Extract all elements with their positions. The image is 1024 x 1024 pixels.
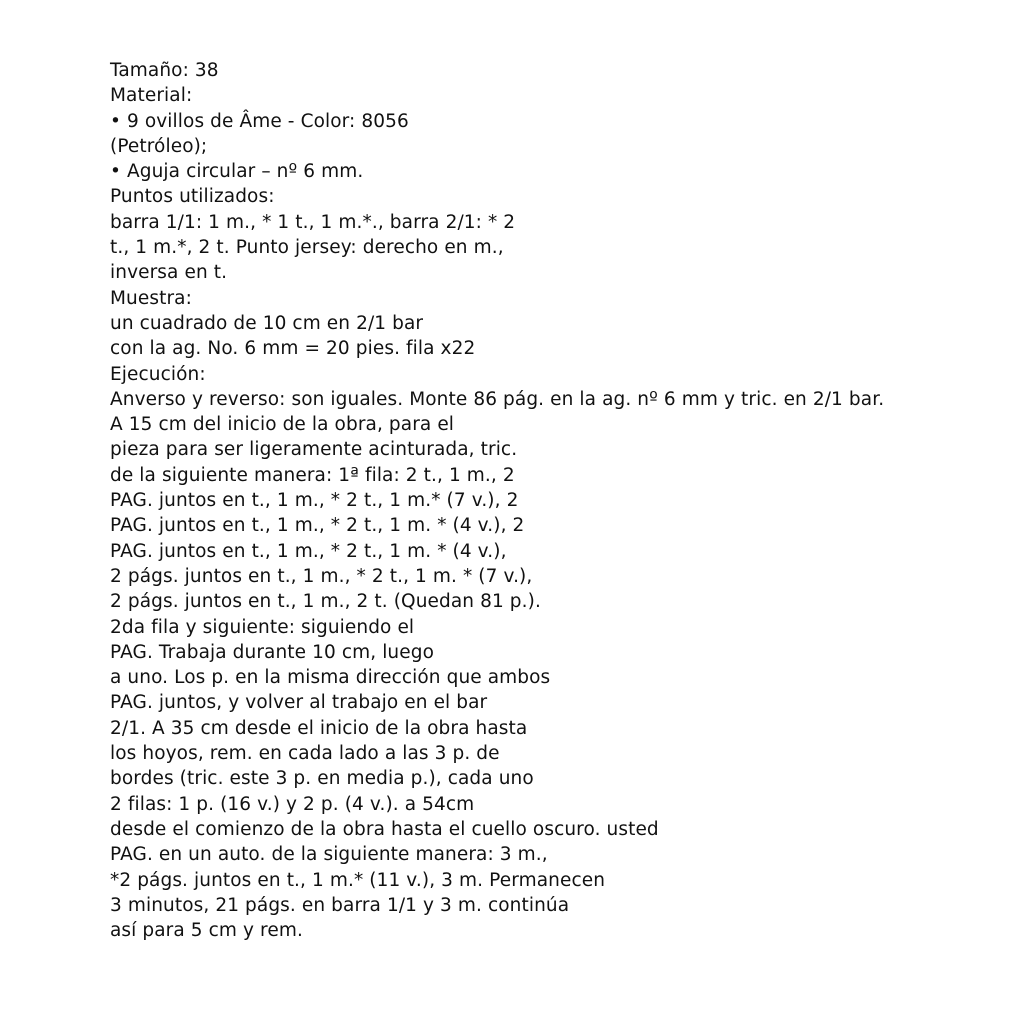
text-line: 2 págs. juntos en t., 1 m., 2 t. (Quedan 81 p.). xyxy=(110,591,541,613)
text-line: barra 1/1: 1 m., * 1 t., 1 m.*., barra 2/1: * 2 xyxy=(110,211,516,233)
text-line-stitches-heading: Puntos utilizados: xyxy=(110,186,275,208)
text-line-size: Tamaño: 38 xyxy=(110,60,219,81)
text-line: bordes (tric. este 3 p. en media p.), cada uno xyxy=(110,768,534,790)
text-line: 3 minutos, 21 págs. en barra 1/1 y 3 m. continúa xyxy=(110,894,570,916)
text-line: 2 filas: 1 p. (16 v.) y 2 p. (4 v.). a 54cm xyxy=(110,793,475,815)
text-line: PAG. juntos, y volver al trabajo en el bar xyxy=(110,692,488,714)
text-line: pieza para ser ligeramente acinturada, tric. xyxy=(110,439,518,461)
text-line: *2 págs. juntos en t., 1 m.* (11 v.), 3 m. Permanecen xyxy=(110,869,606,891)
text-line: a uno. Los p. en la misma dirección que ambos xyxy=(110,667,551,689)
text-line: inversa en t. xyxy=(110,262,228,284)
text-line-yarn-color: (Petróleo); xyxy=(110,135,208,157)
text-line: 2/1. A 35 cm desde el inicio de la obra hasta xyxy=(110,717,528,739)
text-line: de la siguiente manera: 1ª fila: 2 t., 1 m., 2 xyxy=(110,464,515,486)
text-line: PAG. juntos en t., 1 m., * 2 t., 1 m.* (7 v.), 2 xyxy=(110,490,519,512)
text-line: Anverso y reverso: son iguales. Monte 86 pág. en la ag. nº 6 mm y tric. en 2/1 bar. xyxy=(110,388,885,410)
text-line: 2da fila y siguiente: siguiendo el xyxy=(110,616,415,638)
text-line: PAG. juntos en t., 1 m., * 2 t., 1 m. * (4 v.), xyxy=(110,540,507,562)
text-line: un cuadrado de 10 cm en 2/1 bar xyxy=(110,312,424,334)
text-line: desde el comienzo de la obra hasta el cuello oscuro. usted xyxy=(110,818,659,840)
text-line: así para 5 cm y rem. xyxy=(110,920,303,942)
text-line: PAG. en un auto. de la siguiente manera: 3 m., xyxy=(110,844,548,866)
text-line: PAG. Trabaja durante 10 cm, luego xyxy=(110,641,434,663)
text-line-gauge-heading: Muestra: xyxy=(110,287,192,309)
text-line: con la ag. No. 6 mm = 20 pies. fila x22 xyxy=(110,338,476,360)
text-line-material-heading: Material: xyxy=(110,85,193,107)
text-line: A 15 cm del inicio de la obra, para el xyxy=(110,414,455,436)
text-line: 2 págs. juntos en t., 1 m., * 2 t., 1 m. * (7 v.), xyxy=(110,565,533,587)
text-line-yarn: • 9 ovillos de Âme - Color: 8056 xyxy=(110,110,409,132)
pattern-text xyxy=(110,58,1010,943)
text-line: los hoyos, rem. en cada lado a las 3 p. de xyxy=(110,743,500,765)
text-line-needle: • Aguja circular – nº 6 mm. xyxy=(110,161,364,183)
text-line-execution-heading: Ejecución: xyxy=(110,363,206,385)
text-line: t., 1 m.*, 2 t. Punto jersey: derecho en m., xyxy=(110,237,504,259)
text-line: PAG. juntos en t., 1 m., * 2 t., 1 m. * (4 v.), 2 xyxy=(110,515,525,537)
